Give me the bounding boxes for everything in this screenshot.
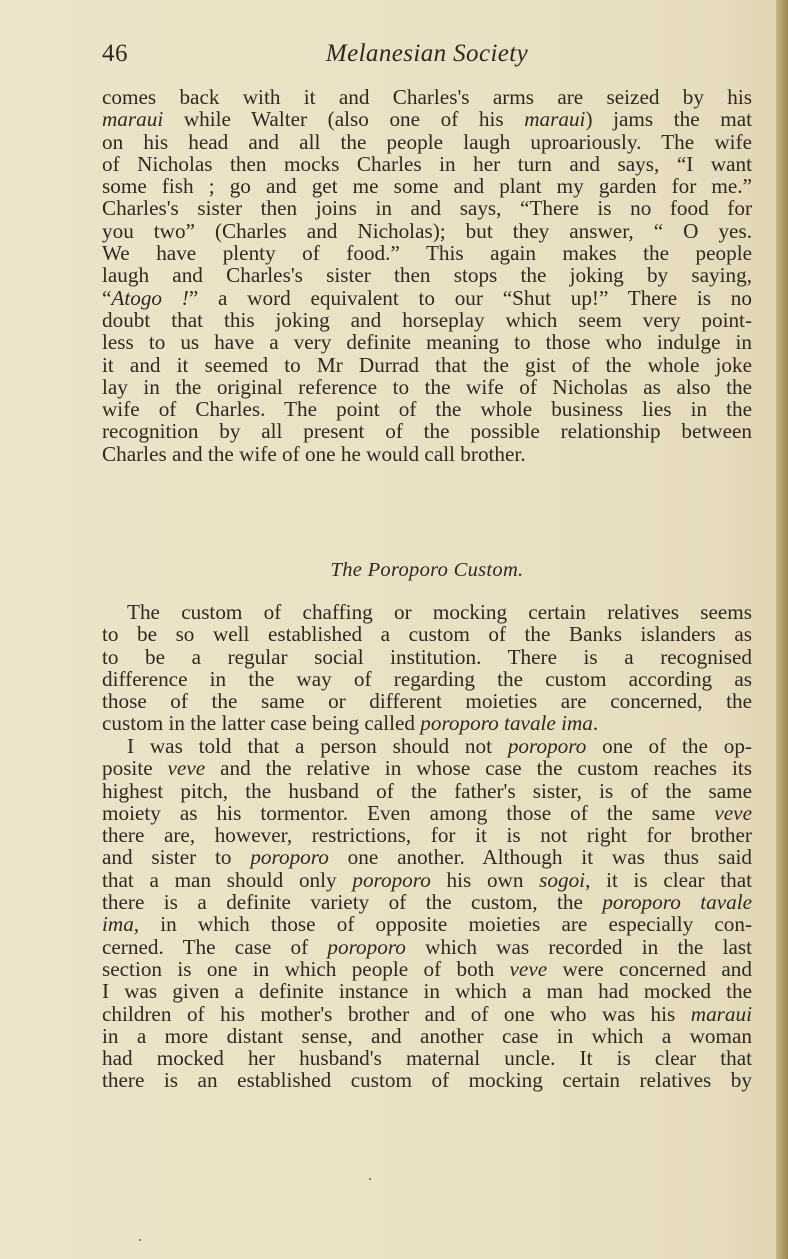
text-line: of Nicholas then mocks Charles in her turn and says, “I want (102, 151, 752, 176)
text-line: some fish ; go and get me some and plant my garden for me.” (102, 174, 752, 199)
text-line: posite veve and the relative in whose case the custom reaches its (102, 756, 752, 781)
italic-term: veve (509, 956, 548, 981)
text-line: comes back with it and Charles's arms are seized by his (102, 85, 752, 109)
italic-term: poroporo tavale ima (420, 711, 593, 736)
text-line: I was told that a person should not poroporo one of the op- (127, 734, 752, 758)
text-line: lay in the original reference to the wife of Nicholas as also the (102, 374, 752, 399)
running-head (102, 40, 752, 74)
page-edge-shadow (776, 0, 788, 1259)
italic-term: maraui (102, 107, 164, 132)
text-line: that a man should only poroporo his own sogoi, it is clear that (102, 867, 753, 892)
italic-term: maraui (690, 1001, 752, 1026)
text-line: on his head and all the people laugh uproariously. The wife (102, 129, 752, 154)
ink-speck (369, 1178, 371, 1180)
text-line: those of the same or different moieties are concerned, the (102, 689, 752, 714)
running-title: Melanesian Society (325, 40, 529, 67)
paragraph-poroporo-details (102, 735, 752, 1092)
text-line: there is a definite variety of the custom, the poroporo tavale (102, 890, 753, 915)
text-line: to be so well established a custom of the Banks islanders as (102, 622, 752, 647)
text-line: section is one in which people of both veve were concerned and (102, 956, 752, 981)
text-line: less to us have a very definite meaning to those who indulge in (102, 330, 752, 355)
text-line: to be a regular social institution. There is a recognised (102, 644, 752, 669)
text-line: “Atogo !” a word equivalent to our “Shut up!” There is no (102, 285, 752, 310)
italic-term: poroporo (250, 845, 329, 870)
text-line: there are, however, restrictions, for it is not right for brother (102, 823, 752, 848)
text-line: you two” (Charles and Nicholas); but they answer, “ O yes. (102, 218, 752, 243)
italic-term: ima (102, 912, 134, 937)
text-line: We have plenty of food.” This again makes the people (102, 241, 752, 266)
text-line: children of his mother's brother and of one who was his maraui (102, 1001, 752, 1026)
text-line: highest pitch, the husband of the father's sister, is of the same (102, 778, 752, 803)
text-line: there is an established custom of mocking certain relatives by (102, 1068, 752, 1093)
page-number: 46 (102, 40, 128, 67)
text-line: doubt that this joking and horseplay which seem very point- (102, 307, 752, 332)
italic-term: Atogo ! (111, 285, 189, 310)
text-line: recognition by all present of the possible relationship between (102, 419, 752, 444)
italic-term: sogoi (539, 867, 586, 892)
section-heading: The Poroporo Custom. (330, 559, 524, 581)
text-line: The custom of chaffing or mocking certain relatives seems (127, 600, 752, 624)
text-line: Charles's sister then joins in and says, “There is no food for (102, 196, 752, 221)
ink-speck (139, 1239, 141, 1241)
text-line: Charles and the wife of one he would call brother. (102, 441, 526, 466)
text-line: cerned. The case of poroporo which was recorded in the last (102, 934, 752, 959)
text-line: it and it seemed to Mr Durrad that the gist of the whole joke (102, 352, 752, 377)
text-line: I was given a definite instance in which a man had mocked the (102, 979, 752, 1004)
italic-term: veve (167, 756, 206, 781)
italic-term: poroporo tavale (602, 890, 753, 915)
text-line: maraui while Walter (also one of his maraui) jams the mat (102, 107, 752, 132)
text-line: custom in the latter case being called poroporo tavale ima. (102, 711, 599, 736)
paragraph-poroporo-intro (102, 601, 752, 735)
paragraph-continued (102, 86, 752, 465)
italic-term: poroporo (327, 934, 406, 959)
text-line: ima, in which those of opposite moieties are especially con- (102, 912, 752, 937)
text-line: laugh and Charles's sister then stops the joking by saying, (102, 263, 752, 288)
italic-term: poroporo (352, 867, 431, 892)
text-line: had mocked her husband's maternal uncle. It is clear that (102, 1046, 752, 1071)
italic-term: maraui (524, 107, 586, 132)
text-line: moiety as his tormentor. Even among those of the same veve (102, 800, 752, 825)
text-line: in a more distant sense, and another case in which a woman (102, 1023, 752, 1048)
italic-term: poroporo (507, 734, 587, 758)
text-line: and sister to poroporo one another. Although it was thus said (102, 845, 753, 870)
text-line: wife of Charles. The point of the whole business lies in the (102, 397, 752, 422)
text-line: difference in the way of regarding the custom according as (102, 666, 752, 691)
italic-term: veve (714, 800, 752, 825)
